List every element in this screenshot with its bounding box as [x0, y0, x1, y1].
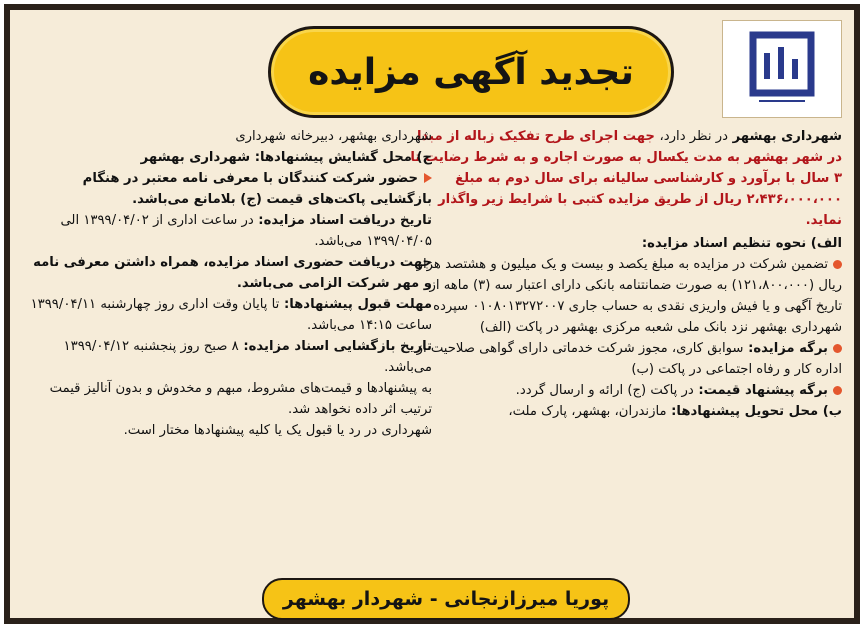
bullet-icon — [833, 260, 842, 269]
receive-docs-paragraph — [24, 210, 432, 252]
intro-text-2: جهت اجرای طرح تفکیک زباله از مبدا در شهر بهشهر به مدت یکسال به صورت اجاره و به شرط رضایت تا ۳ سال با برآورد و کارشناسی سالیانه برای سال دوم به مبلغ ۲،۴۳۶،۰۰۰،۰۰۰ ریال از طریق مزایده کتبی با شرایط زیر واگذار نماید. — [410, 129, 842, 228]
bullet-icon — [833, 344, 842, 353]
presence-paragraph — [24, 168, 432, 210]
price-sheet-label: برگه پیشنهاد قیمت: — [698, 383, 828, 398]
notice-frame — [4, 4, 860, 624]
delivery-text: مازندران، بهشهر، پارک ملت، — [508, 404, 667, 419]
title-banner — [268, 26, 674, 118]
opening-place-text: شهرداری بهشهر — [140, 150, 251, 165]
intro-paragraph — [410, 126, 842, 231]
delivery-continued: شهرداری بهشهر، دبیرخانه شهرداری — [235, 129, 432, 144]
conditions-note: به پیشنهادها و قیمت‌های مشروط، مبهم و مخدوش و بدون آنالیز قیمت ترتیب اثر داده نخواهد شد. — [49, 381, 432, 417]
bullet-icon — [833, 386, 842, 395]
in-person-paragraph: جهت دریافت حضوری اسناد مزایده، همراه داشتن معرفی نامه و مهر شرکت الزامی می‌باشد. — [33, 255, 432, 291]
price-sheet-paragraph — [410, 380, 842, 401]
right-column — [410, 126, 842, 422]
presence-text: حضور شرکت کنندگان با معرفی نامه معتبر در هنگام بازگشایی پاکت‌های قیمت (ج) بلامانع می‌باشد. — [82, 171, 432, 207]
opening-date-text: ۸ صبح روز پنجشنبه ۱۳۹۹/۰۴/۱۲ می‌باشد. — [63, 339, 432, 375]
footer-banner — [262, 578, 630, 620]
left-column — [24, 126, 432, 441]
municipality-logo — [722, 20, 842, 118]
section-a-paragraph — [410, 254, 842, 338]
mayor-signature: پوریا میرزازنجانی - شهردار بهشهر — [282, 588, 610, 610]
receive-docs-label: تاریخ دریافت اسناد مزایده: — [258, 213, 432, 228]
intro-text-1: در نظر دارد، — [659, 129, 728, 144]
intro-org: شهرداری بهشهر — [732, 129, 842, 144]
price-sheet-text: در پاکت (ج) ارائه و ارسال گردد. — [515, 383, 694, 398]
rights-note: شهرداری در رد یا قبول یک یا کلیه پیشنهادها مختار است. — [123, 423, 432, 438]
opening-place-paragraph — [24, 147, 432, 168]
deadline-label: مهلت قبول پیشنهادها: — [283, 297, 432, 312]
opening-date-label: تاریخ بازگشایی اسناد مزایده: — [243, 339, 432, 354]
deadline-paragraph — [24, 294, 432, 336]
deadline-text: تا پایان وقت اداری روز چهارشنبه ۱۳۹۹/۰۴/۱۱ ساعت ۱۴:۱۵ می‌باشد. — [30, 297, 432, 333]
delivery-paragraph — [410, 401, 842, 422]
page-title: تجدید آگهی مزایده — [308, 51, 634, 93]
receive-docs-text: در ساعت اداری از ۱۳۹۹/۰۴/۰۲ الی ۱۳۹۹/۰۴/۰۵ می‌باشد. — [60, 213, 432, 249]
opening-place-label: ج) محل گشایش پیشنهادها: — [254, 150, 432, 165]
section-a-heading: الف) نحوه تنظیم اسناد مزایده: — [641, 236, 842, 251]
auction-sheet-text: سوابق کاری، مجوز شرکت خدماتی دارای گواهی صلاحیت از اداره کار و رفاه اجتماعی در پاکت (ب) — [416, 341, 842, 377]
auction-sheet-paragraph — [410, 338, 842, 380]
delivery-label: ب) محل تحویل پیشنهادها: — [671, 404, 842, 419]
auction-sheet-label: برگه مزایده: — [748, 341, 828, 356]
arrow-bullet-icon — [424, 173, 432, 183]
opening-date-paragraph — [24, 336, 432, 378]
section-a-text: تضمین شرکت در مزایده به مبلغ یکصد و بیست و یک میلیون و هشتصد هزار ریال (۱۲۱،۸۰۰،۰۰۰) به صورت ضمانتنامه بانکی دارای اعتبار سه (۳) ماهه از تاریخ آگهی و یا فیش واریزی نقدی به حساب جاری ۰۱۰۸۰۱۳۲۷۲۰۰۷ سپرده شهرداری بهشهر نزد بانک ملی شعبه مرکزی بهشهر در پاکت (الف) — [416, 257, 842, 335]
municipality-logo-icon — [723, 21, 841, 117]
